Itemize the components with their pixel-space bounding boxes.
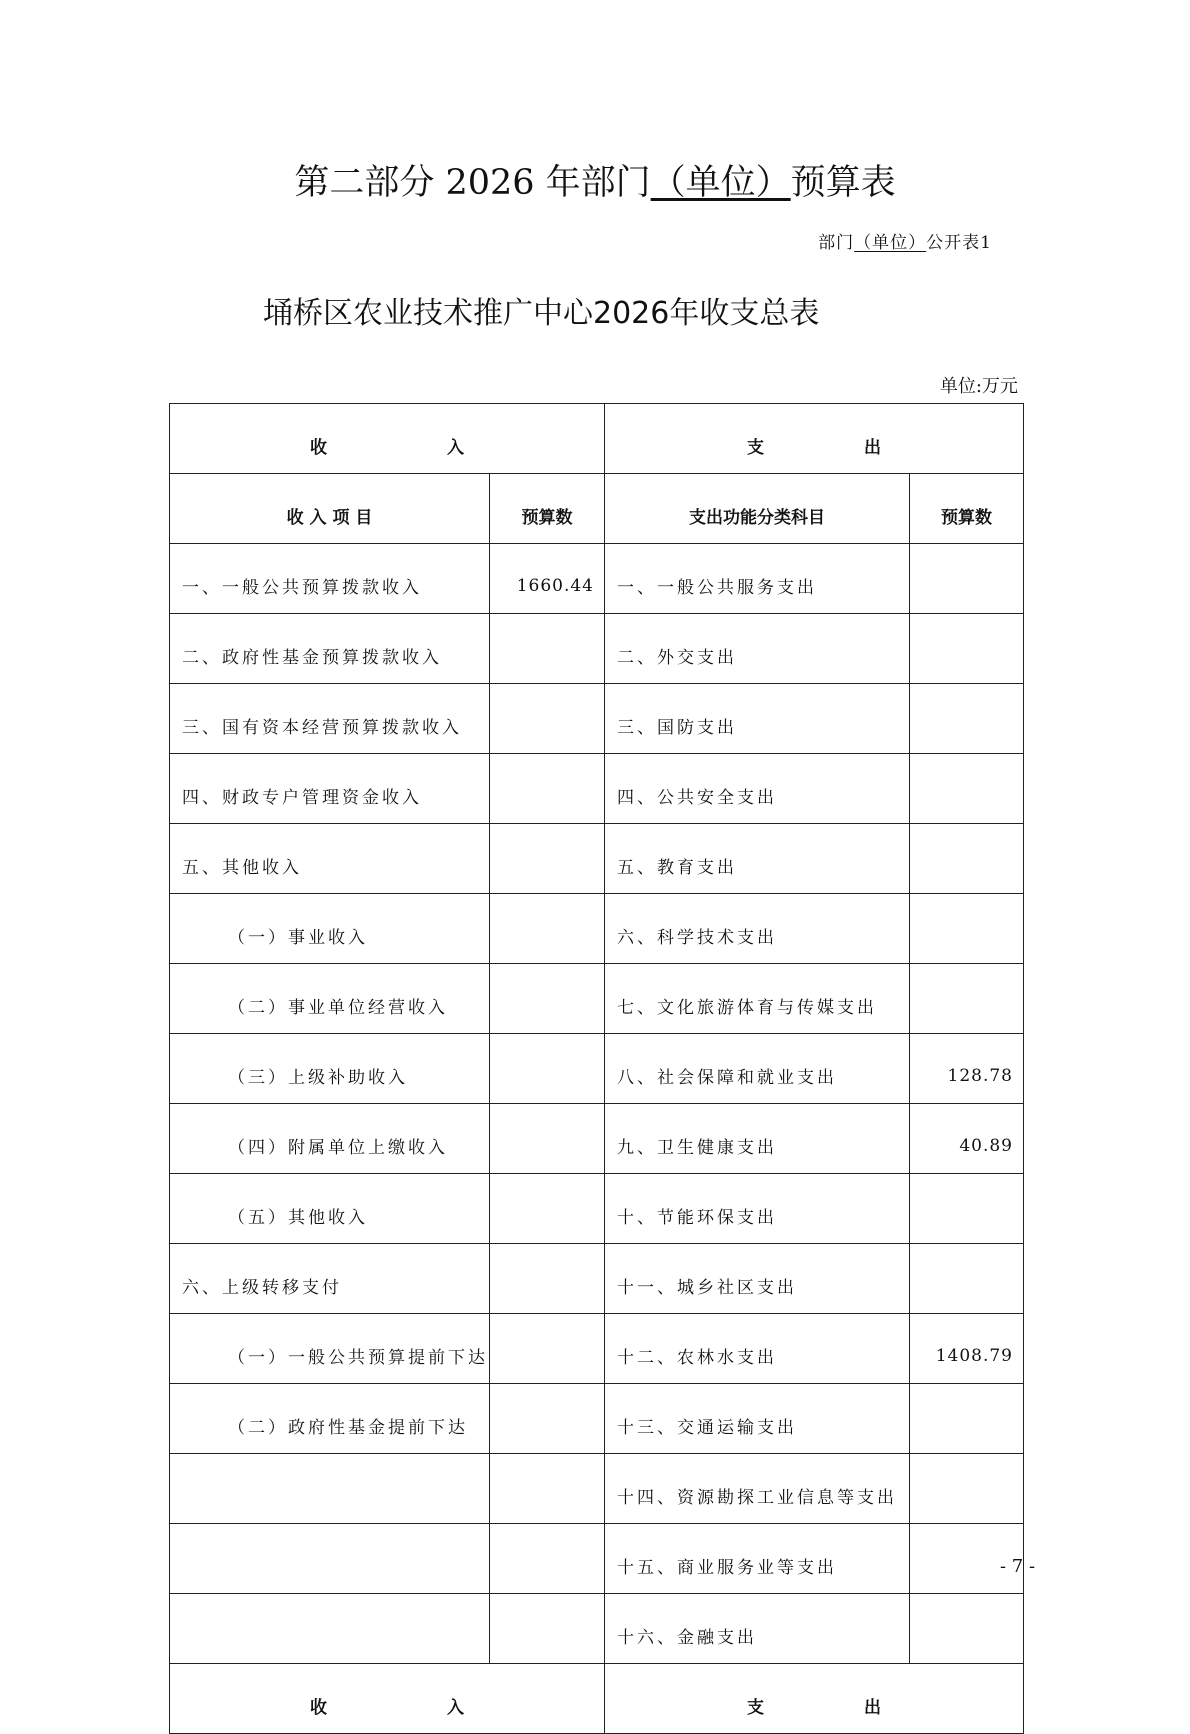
income-item: 一、一般公共预算拨款收入 [170,544,490,614]
expense-char-2: 出 [864,1698,881,1718]
table-row [170,614,1024,684]
page-number: - 7 - [1000,1556,1036,1577]
income-item: 六、上级转移支付 [170,1244,490,1314]
expense-item: 十一、城乡社区支出 [605,1244,910,1314]
expense-char-1: 支 [747,438,764,458]
table-row [170,1594,1024,1664]
expense-item: 十四、资源勘探工业信息等支出 [605,1454,910,1524]
income-item [170,1594,490,1664]
table-row [170,824,1024,894]
table-row [170,1034,1024,1104]
expense-item: 七、文化旅游体育与传媒支出 [605,964,910,1034]
tag-suffix: 公开表1 [926,233,992,253]
income-item: （一）事业收入 [170,894,490,964]
expense-item: 十五、商业服务业等支出 [605,1524,910,1594]
income-value [490,964,605,1034]
expense-value [910,1594,1024,1664]
expense-section-header [605,404,1024,474]
expense-value [910,614,1024,684]
income-item [170,1524,490,1594]
income-value [490,754,605,824]
table-row [170,1524,1024,1594]
income-value [490,1314,605,1384]
income-char-1: 收 [310,438,327,458]
expense-value [910,1454,1024,1524]
tag-prefix: 部门 [818,233,855,253]
expense-value [910,684,1024,754]
expense-item: 十三、交通运输支出 [605,1384,910,1454]
income-value [490,1174,605,1244]
table-row [170,1174,1024,1244]
expense-item: 八、社会保障和就业支出 [605,1034,910,1104]
budget-table [169,403,1024,1734]
expense-item: 二、外交支出 [605,614,910,684]
income-item: （三）上级补助收入 [170,1034,490,1104]
income-section-footer [170,1664,605,1734]
income-value [490,684,605,754]
income-char-2: 入 [447,438,464,458]
expense-value: 1408.79 [910,1314,1024,1384]
expense-item: 十二、农林水支出 [605,1314,910,1384]
income-value: 1660.44 [490,544,605,614]
income-section-header [170,404,605,474]
expense-budget-header: 预算数 [910,474,1024,544]
table-row [170,1314,1024,1384]
expense-char-2: 出 [864,438,881,458]
table-title: 埇桥区农业技术推广中心2026年收支总表 [263,296,820,331]
expense-value [910,1384,1024,1454]
expense-item: 三、国防支出 [605,684,910,754]
income-value [490,1594,605,1664]
income-item: 五、其他收入 [170,824,490,894]
income-value [490,614,605,684]
expense-item: 四、公共安全支出 [605,754,910,824]
column-header-row [170,474,1024,544]
income-item: 四、财政专户管理资金收入 [170,754,490,824]
income-item [170,1454,490,1524]
expense-item: 五、教育支出 [605,824,910,894]
income-item: 三、国有资本经营预算拨款收入 [170,684,490,754]
income-value [490,1454,605,1524]
income-value [490,1384,605,1454]
table-row [170,1244,1024,1314]
title-underlined: （单位） [650,163,791,203]
expense-item: 九、卫生健康支出 [605,1104,910,1174]
expense-item: 六、科学技术支出 [605,894,910,964]
expense-value [910,1244,1024,1314]
expense-item-header: 支出功能分类科目 [605,474,910,544]
expense-char-1: 支 [747,1698,764,1718]
tag-underlined: （单位） [854,233,927,253]
table-row [170,754,1024,824]
income-value [490,894,605,964]
income-value [490,1034,605,1104]
table-row [170,1384,1024,1454]
expense-item: 一、一般公共服务支出 [605,544,910,614]
income-value [490,1244,605,1314]
table-row [170,964,1024,1034]
expense-section-footer [605,1664,1024,1734]
table-tag [818,228,992,253]
income-value [490,1104,605,1174]
income-value [490,824,605,894]
table-row [170,1454,1024,1524]
expense-value: 128.78 [910,1034,1024,1104]
income-item: （二）事业单位经营收入 [170,964,490,1034]
section-header-row [170,404,1024,474]
table-row [170,684,1024,754]
expense-value [910,894,1024,964]
income-item: （二）政府性基金提前下达 [170,1384,490,1454]
unit-label: 单位:万元 [939,376,1018,397]
expense-value [910,544,1024,614]
table-row [170,544,1024,614]
expense-value [910,754,1024,824]
income-item: （五）其他收入 [170,1174,490,1244]
title-prefix: 第二部分 2026 年部门 [294,163,651,203]
income-value [490,1524,605,1594]
expense-item: 十六、金融支出 [605,1594,910,1664]
income-budget-header: 预算数 [490,474,605,544]
income-item: （四）附属单位上缴收入 [170,1104,490,1174]
expense-value [910,1174,1024,1244]
income-item-header: 收 入 项 目 [170,474,490,544]
expense-item: 十、节能环保支出 [605,1174,910,1244]
income-item: 二、政府性基金预算拨款收入 [170,614,490,684]
footer-row [170,1664,1024,1734]
income-item: （一）一般公共预算提前下达 [170,1314,490,1384]
expense-value [910,964,1024,1034]
expense-value [910,824,1024,894]
income-char-1: 收 [310,1698,327,1718]
page-title [0,155,1190,205]
table-row [170,1104,1024,1174]
table-row [170,894,1024,964]
title-suffix: 预算表 [790,163,896,203]
expense-value: 40.89 [910,1104,1024,1174]
income-char-2: 入 [447,1698,464,1718]
